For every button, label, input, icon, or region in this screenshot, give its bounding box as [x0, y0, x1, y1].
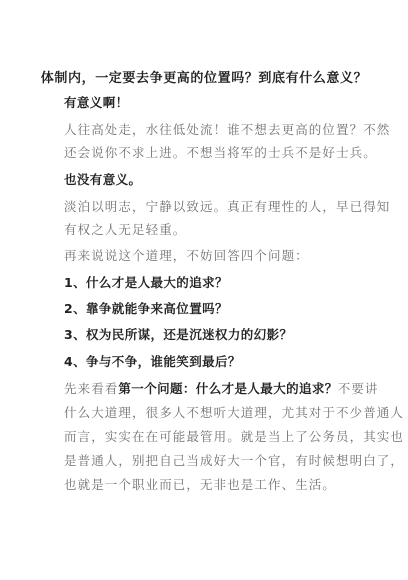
question-3: 3、权为民所谋，还是沉迷权力的幻影？ [64, 327, 293, 342]
question-1: 1、什么才是人最大的追求？ [64, 275, 228, 290]
paragraph-4-highlight: 第一个问题：什么才是人最大的追求？ [118, 381, 338, 396]
paragraph-3-line-1: 再来说说这个道理，不妨回答四个问题： [64, 248, 309, 263]
paragraph-4-line-5: 也就是一个职业而已，无非也是工作、生活。 [64, 477, 337, 492]
heading-not-meaningful: 也没有意义。 [64, 172, 142, 187]
paragraph-4-line-4: 是普通人，别把自己当成好大一个官，有时候想明白了， [64, 453, 405, 468]
paragraph-2-line-2: 有权之人无足轻重。 [64, 222, 187, 237]
paragraph-4-line-3: 而言，实实在在可能最管用。就是当上了公务员，其实也 [64, 429, 405, 444]
question-2: 2、靠争就能争来高位置吗？ [64, 301, 228, 316]
heading-meaningful: 有意义啊！ [64, 95, 129, 110]
paragraph-2-line-1: 淡泊以明志，宁静以致远。真正有理性的人，早已得知 [64, 199, 391, 214]
question-4: 4、争与不争，谁能笑到最后？ [64, 354, 241, 369]
paragraph-4-line-2: 什么大道理，很多人不想听大道理，尤其对于不少普通人 [64, 405, 405, 420]
paragraph-4-tail: 不要讲 [337, 381, 379, 396]
paragraph-4-intro: 先来看看 [64, 381, 119, 396]
paragraph-1-line-1: 人往高处走，水往低处流！谁不想去更高的位置？不然 [64, 122, 391, 137]
paragraph-1-line-2: 还会说你不求上进。不想当将军的士兵不是好士兵。 [64, 145, 377, 160]
document-title: 体制内，一定要去争更高的位置吗？到底有什么意义？ [40, 71, 368, 86]
paragraph-4-line-1 [64, 381, 379, 397]
